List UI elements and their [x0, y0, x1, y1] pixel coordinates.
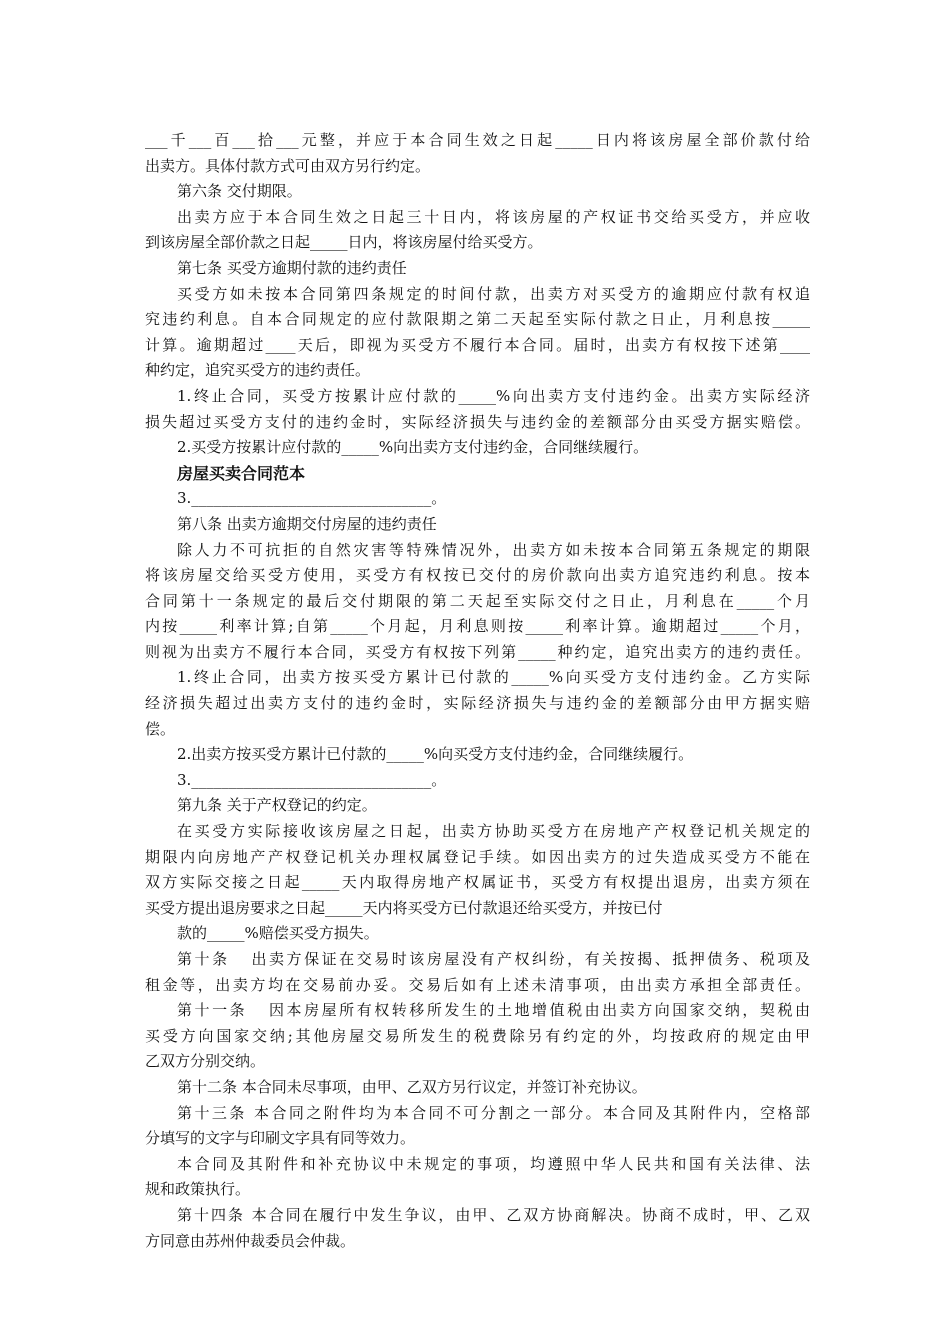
- text-line: 在买受方实际接收该房屋之日起，出卖方协助买受方在房地产产权登记机关规定的: [177, 822, 810, 841]
- text-line: 出卖方。具体付款方式可由双方另行约定。: [145, 156, 431, 175]
- text-line: 偿。: [145, 719, 176, 738]
- text-line: 第十一条 因本房屋所有权转移所发生的土地增值税由出卖方向国家交纳，契税由: [177, 1001, 810, 1020]
- article-heading: 第八条 出卖方逾期交付房屋的违约责任: [177, 514, 437, 533]
- text-line: 方同意由苏州仲裁委员会仲裁。: [145, 1231, 356, 1250]
- text-line: 规和政策执行。: [145, 1180, 251, 1199]
- text-line: 买受方向国家交纳;其他房屋交易所发生的税费除另有约定的外，均按政府的规定由甲: [145, 1026, 810, 1045]
- text-line: 除人力不可抗拒的自然灾害等特殊情况外，出卖方如未按本合同第五条规定的期限: [177, 540, 810, 559]
- contract-page: [145, 128, 810, 1254]
- article-heading: 第七条 买受方逾期付款的违约责任: [177, 258, 407, 277]
- text-line: 第十二条 本合同未尽事项，由甲、乙双方另行议定，并签订补充协议。: [177, 1077, 647, 1096]
- text-line: 第十条 出卖方保证在交易时该房屋没有产权纠纷，有关按揭、抵押债务、税项及: [177, 950, 810, 968]
- text-line: 第十三条 本合同之附件均为本合同不可分割之一部分。本合同及其附件内，空格部: [177, 1103, 810, 1122]
- text-line: 经济损失超过出卖方支付的违约金时，实际经济损失与违约金的差额部分由甲方据实赔: [145, 694, 810, 713]
- text-line: 内按_____利率计算;自第_____个月起，月利息则按_____利率计算。逾期超过_____个月，: [145, 617, 810, 636]
- text-line: 到该房屋全部价款之日起_____日内，将该房屋付给买受方。: [145, 233, 543, 252]
- text-line: 则视为出卖方不履行本合同，买受方有权按下列第_____种约定，追究出卖方的违约责任。: [145, 642, 810, 661]
- text-line: 双方实际交接之日起_____天内取得房地产权属证书，买受方有权提出退房，出卖方须在: [145, 873, 810, 892]
- text-line: 1.终止合同，买受方按累计应付款的_____%向出卖方支付违约金。出卖方实际经济: [177, 386, 810, 405]
- text-line: 买受方如未按本合同第四条规定的时间付款，出卖方对买受方的逾期应付款有权追: [177, 284, 810, 303]
- text-line: 2.出卖方按买受方累计已付款的_____%向买受方支付违约金，合同继续履行。: [177, 745, 694, 764]
- text-line: 本合同及其附件和补充协议中未规定的事项，均遵照中华人民共和国有关法律、法: [177, 1154, 810, 1173]
- text-line: 合同第十一条规定的最后交付期限的第二天起至实际交付之日止，月利息在_____个月: [145, 591, 810, 610]
- text-line: ___千___百___拾___元整，并应于本合同生效之日起_____日内将该房屋全部价款付给: [145, 131, 810, 149]
- text-line: 出卖方应于本合同生效之日起三十日内，将该房屋的产权证书交给买受方，并应收: [177, 207, 810, 226]
- text-line: 2.买受方按累计应付款的_____%向出卖方支付违约金，合同继续履行。: [177, 438, 649, 457]
- text-line: 买受方提出退房要求之日起_____天内将买受方已付款退还给买受方，并按已付: [145, 898, 663, 917]
- text-line: 租金等，出卖方均在交易前办妥。交易后如有上述未清事项，由出卖方承担全部责任。: [145, 975, 810, 994]
- article-heading: 第九条 关于产权登记的约定。: [177, 796, 377, 815]
- text-line: 计算。逾期超过____天后，即视为买受方不履行本合同。届时，出卖方有权按下述第____: [145, 335, 810, 354]
- text-line: 损失超过买受方支付的违约金时，实际经济损失与违约金的差额部分由买受方据实赔偿。: [145, 412, 810, 431]
- text-line: 3.________________________________。: [177, 770, 447, 789]
- text-line: 分填写的文字与印刷文字具有同等效力。: [145, 1129, 416, 1148]
- text-line: 期限内向房地产产权登记机关办理权属登记手续。如因出卖方的过失造成买受方不能在: [145, 847, 810, 866]
- text-line: 3.________________________________。: [177, 489, 447, 508]
- text-line: 款的_____%赔偿买受方损失。: [177, 924, 379, 943]
- text-line: 种约定，追究买受方的违约责任。: [145, 361, 371, 380]
- text-line: 1.终止合同，出卖方按买受方累计已付款的_____%向买受方支付违约金。乙方实际: [177, 668, 810, 687]
- text-line: 乙双方分别交纳。: [145, 1052, 266, 1071]
- text-line: 将该房屋交给买受方使用，买受方有权按已交付的房价款向出卖方追究违约利息。按本: [145, 566, 810, 585]
- document-title: 房屋买卖合同范本: [177, 463, 306, 483]
- text-line: 究违约利息。自本合同规定的应付款限期之第二天起至实际付款之日止，月利息按_____: [145, 310, 810, 329]
- article-heading: 第六条 交付期限。: [177, 182, 302, 201]
- text-line: 第十四条 本合同在履行中发生争议，由甲、乙双方协商解决。协商不成时，甲、乙双: [177, 1205, 810, 1224]
